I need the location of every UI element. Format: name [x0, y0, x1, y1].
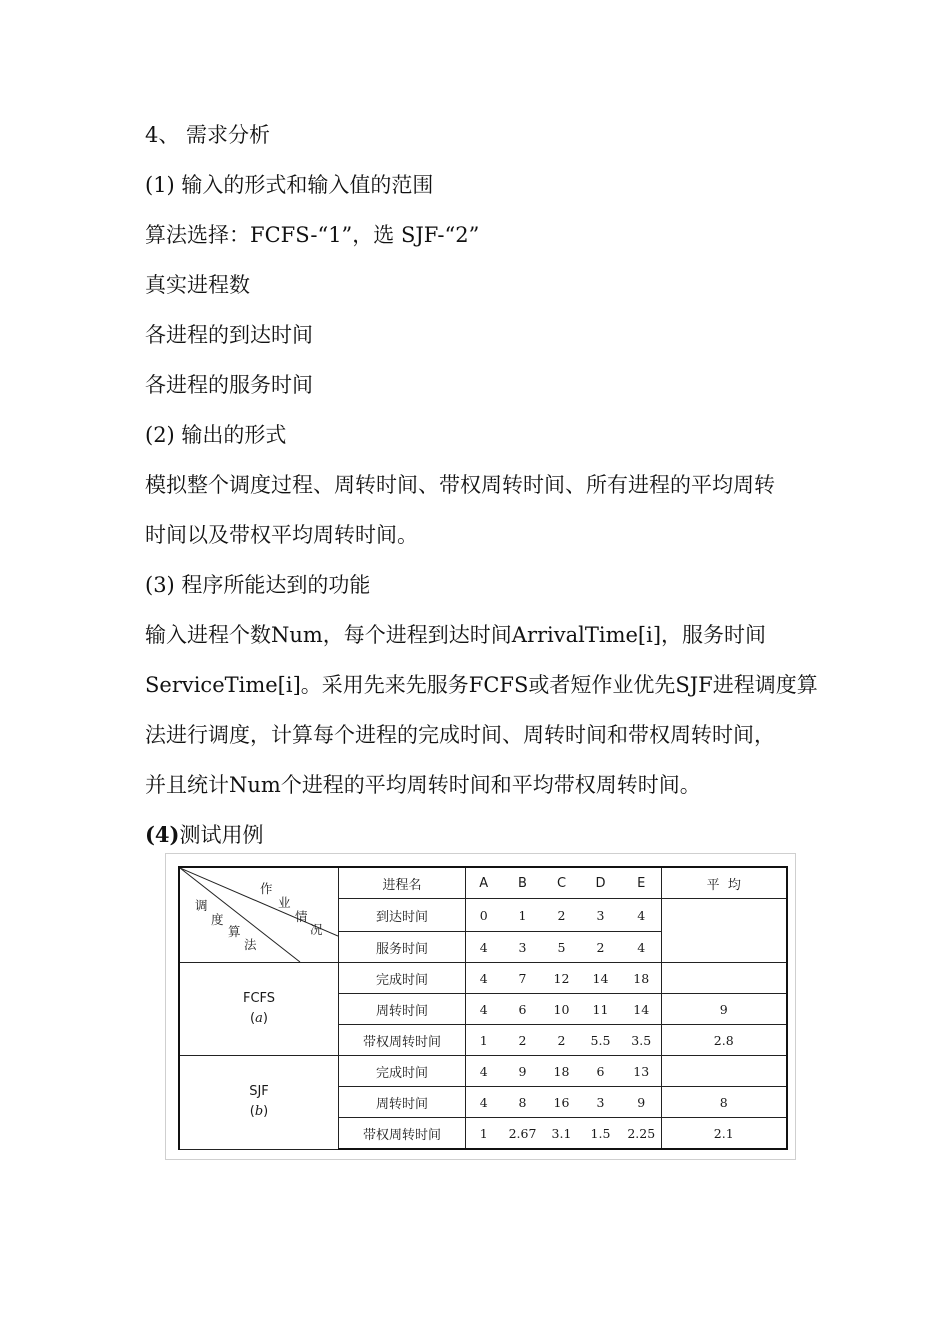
- arrival-time-text: 各进程的到达时间: [145, 323, 313, 347]
- fcfs-sub-close: ): [262, 1011, 268, 1026]
- fcfs-weighted-e: 3.5: [622, 1025, 662, 1056]
- arrival-label: 到达时间: [339, 899, 466, 932]
- col-header-c: C: [544, 867, 580, 899]
- sjf-weighted-avg: 2.1: [662, 1118, 787, 1150]
- service-time-text: 各进程的服务时间: [145, 373, 313, 397]
- corner-label-bottom-2: 度: [211, 912, 224, 927]
- functions-line1: 输入进程个数Num，每个进程到达时间ArrivalTime[i]，服务时间: [145, 623, 767, 647]
- test-cases-number: (4): [145, 822, 180, 847]
- functions-line2: ServiceTime[i]。采用先来先服务FCFS或者短作业优先SJF进程调度算: [145, 673, 818, 697]
- sjf-finish-e: 13: [622, 1056, 662, 1087]
- fcfs-weighted-avg: 2.8: [662, 1025, 787, 1056]
- test-cases-label: 测试用例: [179, 823, 264, 847]
- arrival-service-average-cell: [662, 899, 787, 963]
- sjf-sub-letter: b: [254, 1104, 264, 1120]
- corner-label-top-2: 业: [278, 895, 291, 910]
- sjf-turnaround-b: 8: [502, 1087, 544, 1118]
- fcfs-subtitle: [180, 1009, 338, 1029]
- fcfs-turnaround-avg: 9: [662, 994, 787, 1025]
- fcfs-sub-open: (: [250, 1011, 256, 1026]
- sjf-turnaround-e: 9: [622, 1087, 662, 1118]
- sjf-finish-avg: [662, 1056, 787, 1087]
- output-description-line1: 模拟整个调度过程、周转时间、带权周转时间、所有进程的平均周转: [145, 473, 775, 497]
- fcfs-finish-label: 完成时间: [339, 963, 466, 994]
- corner-label-top-3: 情: [295, 909, 308, 924]
- average-header: 平 均: [662, 867, 787, 899]
- sjf-turnaround-a: 4: [466, 1087, 502, 1118]
- functions-line4: 并且统计Num个进程的平均周转时间和平均带权周转时间。: [145, 773, 701, 797]
- sjf-name: SJF: [249, 1084, 269, 1100]
- algorithm-choice-text: 算法选择：FCFS-“1”，选 SJF-“2”: [145, 223, 480, 247]
- arrival-e: 4: [622, 899, 662, 932]
- fcfs-algorithm-cell: [179, 963, 339, 1056]
- fcfs-finish-e: 18: [622, 963, 662, 994]
- fcfs-turnaround-e: 14: [622, 994, 662, 1025]
- service-b: 3: [502, 932, 544, 963]
- sjf-finish-row: [179, 1056, 787, 1087]
- fcfs-weighted-b: 2: [502, 1025, 544, 1056]
- fcfs-finish-d: 14: [580, 963, 622, 994]
- sjf-turnaround-label: 周转时间: [339, 1087, 466, 1118]
- fcfs-finish-a: 4: [466, 963, 502, 994]
- sjf-weighted-label: 带权周转时间: [339, 1118, 466, 1150]
- service-label: 服务时间: [339, 932, 466, 963]
- table-header-row: [179, 867, 787, 899]
- arrival-d: 3: [580, 899, 622, 932]
- fcfs-finish-c: 12: [544, 963, 580, 994]
- functions-line3: 法进行调度，计算每个进程的完成时间、周转时间和带权周转时间，: [145, 723, 775, 747]
- scheduling-table: [178, 866, 788, 1150]
- subsection-functions: (3) 程序所能达到的功能: [145, 573, 371, 597]
- col-header-a: A: [466, 867, 502, 899]
- sjf-weighted-a: 1: [466, 1118, 502, 1150]
- sjf-sub-open: (: [249, 1104, 255, 1120]
- sjf-turnaround-d: 3: [580, 1087, 622, 1118]
- corner-label-bottom-1: 调: [195, 898, 208, 913]
- sjf-sub-close: ): [263, 1104, 269, 1120]
- fcfs-weighted-c: 2: [544, 1025, 580, 1056]
- fcfs-turnaround-c: 10: [544, 994, 580, 1025]
- sjf-finish-c: 18: [544, 1056, 580, 1087]
- corner-label-bottom-4: 法: [244, 937, 257, 952]
- service-c: 5: [544, 932, 580, 963]
- fcfs-finish-b: 7: [502, 963, 544, 994]
- fcfs-turnaround-a: 4: [466, 994, 502, 1025]
- fcfs-weighted-a: 1: [466, 1025, 502, 1056]
- corner-label-bottom-3: 算: [228, 924, 241, 939]
- sjf-weighted-e: 2.25: [622, 1118, 662, 1150]
- fcfs-weighted-label: 带权周转时间: [339, 1025, 466, 1056]
- fcfs-turnaround-label: 周转时间: [339, 994, 466, 1025]
- sjf-turnaround-c: 16: [544, 1087, 580, 1118]
- sjf-algorithm-cell: [179, 1056, 339, 1150]
- arrival-a: 0: [466, 899, 502, 932]
- test-case-table-figure: [165, 853, 796, 1160]
- sjf-weighted-d: 1.5: [580, 1118, 622, 1150]
- section-heading: 4、 需求分析: [145, 123, 271, 147]
- process-name-header: 进程名: [339, 867, 466, 899]
- subsection-output-form: (2) 输出的形式: [145, 423, 287, 447]
- fcfs-turnaround-d: 11: [580, 994, 622, 1025]
- corner-label-top-4: 况: [310, 922, 323, 937]
- fcfs-finish-row: [179, 963, 787, 994]
- process-count-text: 真实进程数: [145, 273, 250, 297]
- fcfs-turnaround-b: 6: [502, 994, 544, 1025]
- service-e: 4: [622, 932, 662, 963]
- sjf-turnaround-avg: 8: [662, 1087, 787, 1118]
- sjf-weighted-b: 2.67: [502, 1118, 544, 1150]
- sjf-finish-a: 4: [466, 1056, 502, 1087]
- service-a: 4: [466, 932, 502, 963]
- subsection-input-form: (1) 输入的形式和输入值的范围: [145, 173, 434, 197]
- col-header-b: B: [502, 867, 544, 899]
- corner-label-top-1: 作: [260, 881, 273, 896]
- col-header-e: E: [622, 867, 662, 899]
- sjf-subtitle: [180, 1102, 338, 1122]
- sjf-finish-d: 6: [580, 1056, 622, 1087]
- corner-diagonals: [180, 868, 338, 962]
- sjf-finish-label: 完成时间: [339, 1056, 466, 1087]
- arrival-c: 2: [544, 899, 580, 932]
- output-description-line2: 时间以及带权平均周转时间。: [145, 523, 418, 547]
- service-d: 2: [580, 932, 622, 963]
- subsection-test-cases: [145, 821, 263, 849]
- corner-header-cell: [179, 867, 339, 963]
- fcfs-finish-avg: [662, 963, 787, 994]
- fcfs-name: FCFS: [242, 991, 276, 1006]
- col-header-d: D: [580, 867, 622, 899]
- sjf-finish-b: 9: [502, 1056, 544, 1087]
- arrival-b: 1: [502, 899, 544, 932]
- fcfs-weighted-d: 5.5: [580, 1025, 622, 1056]
- sjf-weighted-c: 3.1: [544, 1118, 580, 1150]
- fcfs-sub-letter: a: [255, 1011, 263, 1026]
